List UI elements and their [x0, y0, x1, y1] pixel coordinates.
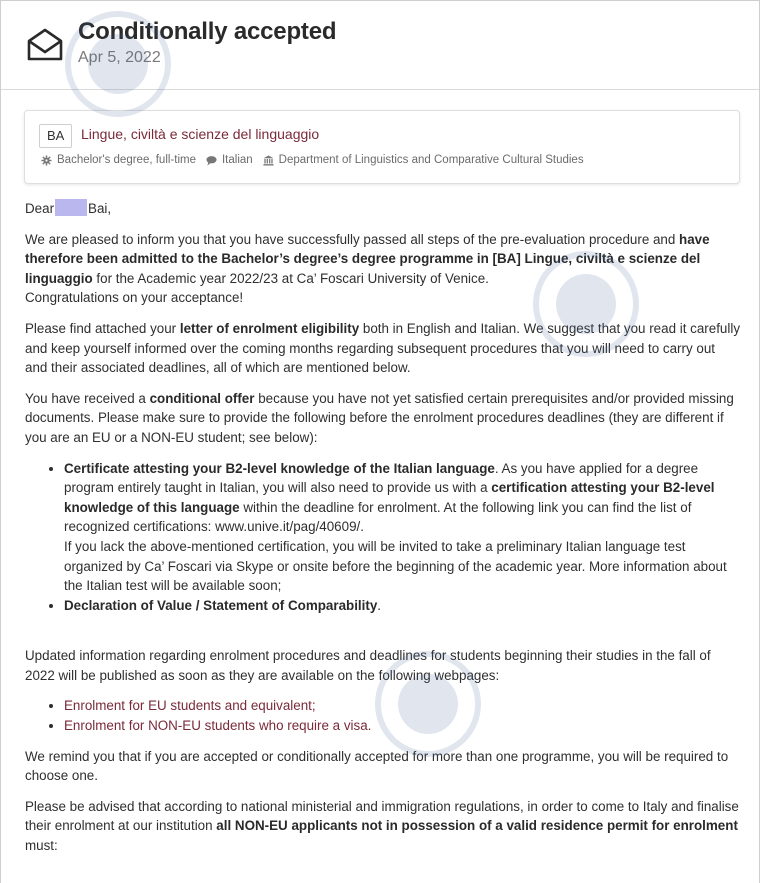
degree-badge: BA [39, 124, 72, 148]
greeting: Dear Bai, [25, 201, 112, 216]
list-item: • Enrolment for EU students and equivalent; [64, 696, 741, 716]
paragraph-conditional: You have received a conditional offer because you have not yet satisfied certain prerequisites and/or provided missing documents. Please make sure to provide the following before the enrolment procedures deadlines (they are different if you are an EU or a NON-EU student; see below): [25, 390, 734, 445]
enrolment-links [25, 696, 741, 735]
gear-icon [41, 155, 52, 166]
paragraph-eligibility: Please find attached your letter of enrolment eligibility both in English and Italian. We suggest that you read it carefully and keep yourself informed over the coming months regarding subsequent procedures that you will need to carry out and their associated deadlines, all of which are mentioned below. [25, 320, 741, 376]
requirements-list [25, 459, 741, 616]
list-item: • Enrolment for NON-EU students who require a visa. [64, 716, 741, 736]
paragraph-choose-one: We remind you that if you are accepted or conditionally accepted for more than one programme, you will be required to choose one. [25, 748, 729, 784]
envelope-open-icon [26, 25, 64, 63]
redacted-name [55, 199, 87, 216]
paragraph-updates: Updated information regarding enrolment procedures and deadlines for students beginning their studies in the fall of 2022 will be published as soon as they are available on the following webpages: [25, 648, 711, 683]
paragraph-regulations: Please be advised that according to national ministerial and immigration regulations, in order to come to Italy and finalise their enrolment at our institution all NON-EU applicants not in possession of a valid residence permit for enrolment must: [25, 798, 739, 854]
degree-type: Bachelor's degree, full-time [57, 154, 196, 166]
speech-bubble-icon [206, 155, 217, 166]
link-non-eu-enrolment[interactable]: Enrolment for NON-EU students who require a visa [64, 718, 368, 734]
institution-icon [263, 155, 274, 166]
paragraph-admission: We are pleased to inform you that you have successfully passed all steps of the pre-evaluation procedure and have therefore been admitted to the Bachelor’s degree’s degree programme in [BA] Lingue, civiltà e scienze del linguaggio for the Academic year 2022/23 at Ca’ Foscari University of Venice. Congratulations on your acceptance! [25, 231, 710, 306]
page-title: Conditionally accepted [78, 18, 337, 45]
link-eu-enrolment[interactable]: Enrolment for EU students and equivalent [64, 698, 312, 714]
message-date: Apr 5, 2022 [78, 49, 161, 66]
message-body [25, 199, 741, 856]
programme-title[interactable]: Lingue, civiltà e scienze del linguaggio [81, 126, 320, 142]
list-item: • Declaration of Value / Statement of Comparability. [64, 596, 741, 616]
programme-card[interactable] [24, 110, 740, 184]
list-item: • Certificate attesting your B2-level knowledge of the Italian language. As you have applied for a degree program entirely taught in Italian, you will also need to provide us with a certification attesting your B2-level knowledge of this language within the deadline for enrolment. At the following link you can find the list of recognized certifications: www.unive.it/pag/40609/. If you lack the above-mentioned certification, you will be invited to take a preliminary Italian language test organized by Ca’ Foscari via Skype or onsite before the beginning of the academic year. More information about the Italian test will be available soon; [64, 459, 741, 596]
department: Department of Linguistics and Comparative Cultural Studies [278, 154, 584, 166]
message-header [1, 1, 759, 90]
programme-meta [41, 154, 594, 166]
teaching-language: Italian [221, 154, 253, 166]
